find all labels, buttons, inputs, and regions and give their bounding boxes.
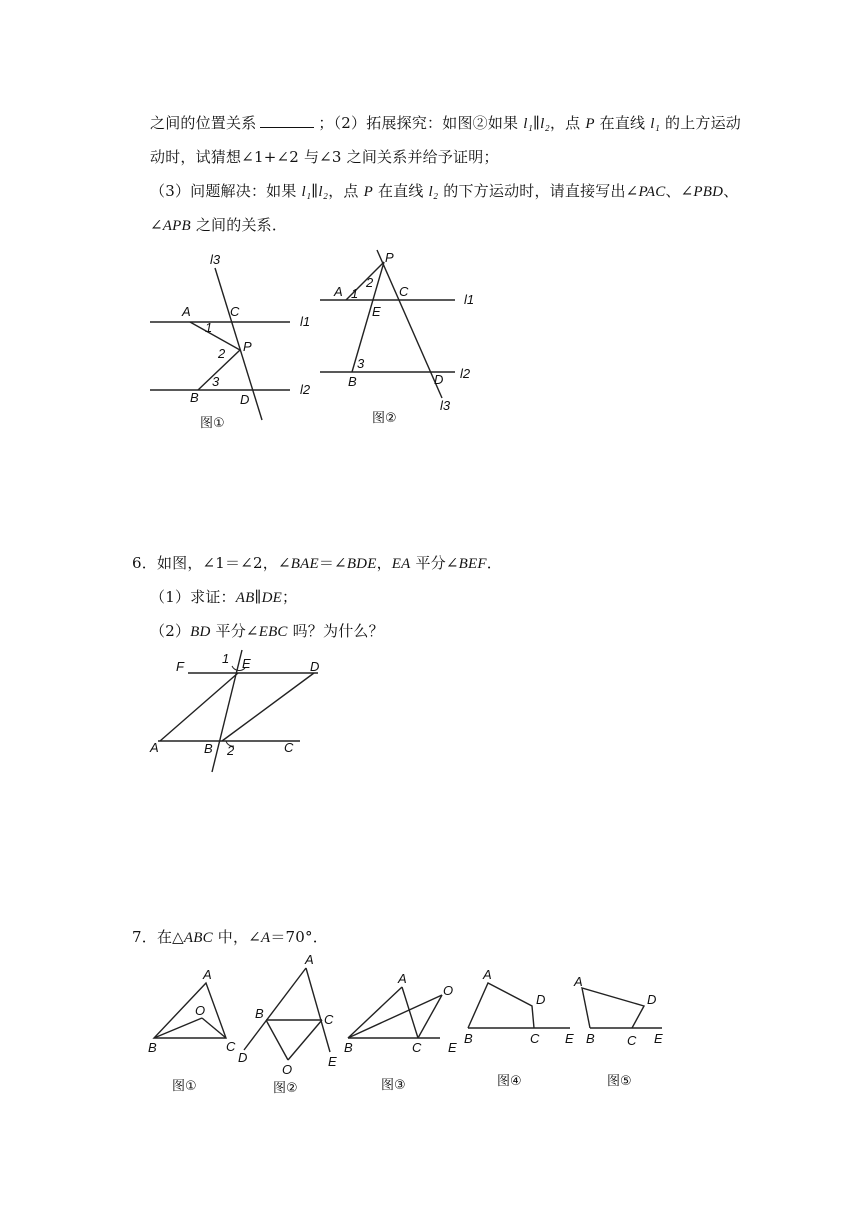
label-B: B xyxy=(148,1040,157,1055)
p7-figure-2 xyxy=(238,952,337,1096)
label-angle-1: 1 xyxy=(222,651,230,666)
label-l3: l3 xyxy=(210,252,221,267)
label-l1: l1 xyxy=(464,292,475,307)
label-C: C xyxy=(412,1040,422,1055)
label-D: D xyxy=(238,1050,248,1065)
figure-2 xyxy=(320,250,474,426)
label-A: A xyxy=(150,740,159,755)
caption-p7-figure-3: 图③ xyxy=(381,1078,406,1093)
label-E: E xyxy=(565,1031,574,1046)
problem5-line4: ∠APB 之间的关系． xyxy=(150,216,288,234)
label-A: A xyxy=(398,971,407,986)
label-B: B xyxy=(464,1031,473,1046)
label-O: O xyxy=(443,983,454,998)
label-F: F xyxy=(176,659,184,674)
label-C: C xyxy=(230,304,240,319)
caption-p7-figure-4: 图④ xyxy=(497,1074,522,1089)
label-angle-3: 3 xyxy=(212,374,220,389)
label-D: D xyxy=(240,392,250,407)
problem6-question2: （2）BD 平分∠EBC 吗？为什么？ xyxy=(150,622,384,640)
problem6-question1: （1）求证：AB∥DE； xyxy=(150,588,298,606)
label-l1: l1 xyxy=(300,314,311,329)
label-B: B xyxy=(255,1006,264,1021)
problem6-stem: 6．如图，∠1＝∠2，∠BAE＝∠BDE，EA 平分∠BEF． xyxy=(132,554,502,572)
p7-figure-5 xyxy=(573,974,663,1089)
label-P: P xyxy=(385,250,394,265)
label-E: E xyxy=(372,304,381,319)
label-angle-2: 2 xyxy=(218,346,226,361)
label-E: E xyxy=(328,1054,337,1069)
label-E: E xyxy=(448,1040,457,1055)
label-angle-1: 1 xyxy=(351,286,359,301)
label-E: E xyxy=(654,1031,663,1046)
label-angle-1: 1 xyxy=(205,320,213,335)
label-C: C xyxy=(226,1039,236,1054)
problem5-line3: （3）问题解决：如果 l₁∥l₂，点 P 在直线 l₂ 的下方运动时，请直接写出∠PAC、∠PBD、 xyxy=(150,182,739,200)
caption-p7-figure-2: 图② xyxy=(273,1081,298,1096)
label-A: A xyxy=(305,952,314,967)
label-C: C xyxy=(324,1012,334,1027)
label-C: C xyxy=(530,1031,540,1046)
label-P: P xyxy=(243,339,252,354)
problem5-line1: 之间的位置关系 ；（2）拓展探究：如图②如果 l₁∥l₂，点 P 在直线 l₁ 的上方运动 xyxy=(150,114,742,132)
label-l2: l2 xyxy=(460,366,471,381)
caption-figure-1: 图① xyxy=(200,416,225,431)
problem5-line2: 动时，试猜想∠1+∠2 与∠3 之间关系并给予证明； xyxy=(150,148,499,166)
caption-figure-2: 图② xyxy=(372,411,397,426)
label-A: A xyxy=(334,284,343,299)
label-B: B xyxy=(344,1040,353,1055)
label-D: D xyxy=(647,992,657,1007)
caption-p7-figure-5: 图⑤ xyxy=(607,1074,632,1089)
figure-1 xyxy=(150,252,311,431)
label-l3: l3 xyxy=(440,398,451,413)
caption-p7-figure-1: 图① xyxy=(172,1079,197,1094)
label-O: O xyxy=(195,1003,206,1018)
label-B: B xyxy=(190,390,199,405)
label-A: A xyxy=(574,974,583,989)
label-angle-2: 2 xyxy=(366,275,374,290)
label-A: A xyxy=(483,967,492,982)
label-l2: l2 xyxy=(300,382,311,397)
label-B: B xyxy=(204,741,213,756)
label-E: E xyxy=(242,656,251,671)
label-C: C xyxy=(399,284,409,299)
p7-figure-1 xyxy=(148,967,236,1094)
label-A: A xyxy=(203,967,212,982)
label-C: C xyxy=(284,740,294,755)
figure-problem6 xyxy=(149,650,319,772)
label-A: A xyxy=(182,304,191,319)
problem7-stem: 7．在△ABC 中，∠A＝70°． xyxy=(132,928,328,946)
label-B: B xyxy=(586,1031,595,1046)
label-D: D xyxy=(434,372,444,387)
label-D: D xyxy=(310,659,320,674)
label-angle-2: 2 xyxy=(227,743,235,758)
label-D: D xyxy=(536,992,546,1007)
p7-figure-3 xyxy=(344,971,457,1093)
label-angle-3: 3 xyxy=(357,356,365,371)
p7-figure-4 xyxy=(464,967,574,1089)
label-C: C xyxy=(627,1033,637,1048)
label-B: B xyxy=(348,374,357,389)
label-O: O xyxy=(282,1062,293,1077)
